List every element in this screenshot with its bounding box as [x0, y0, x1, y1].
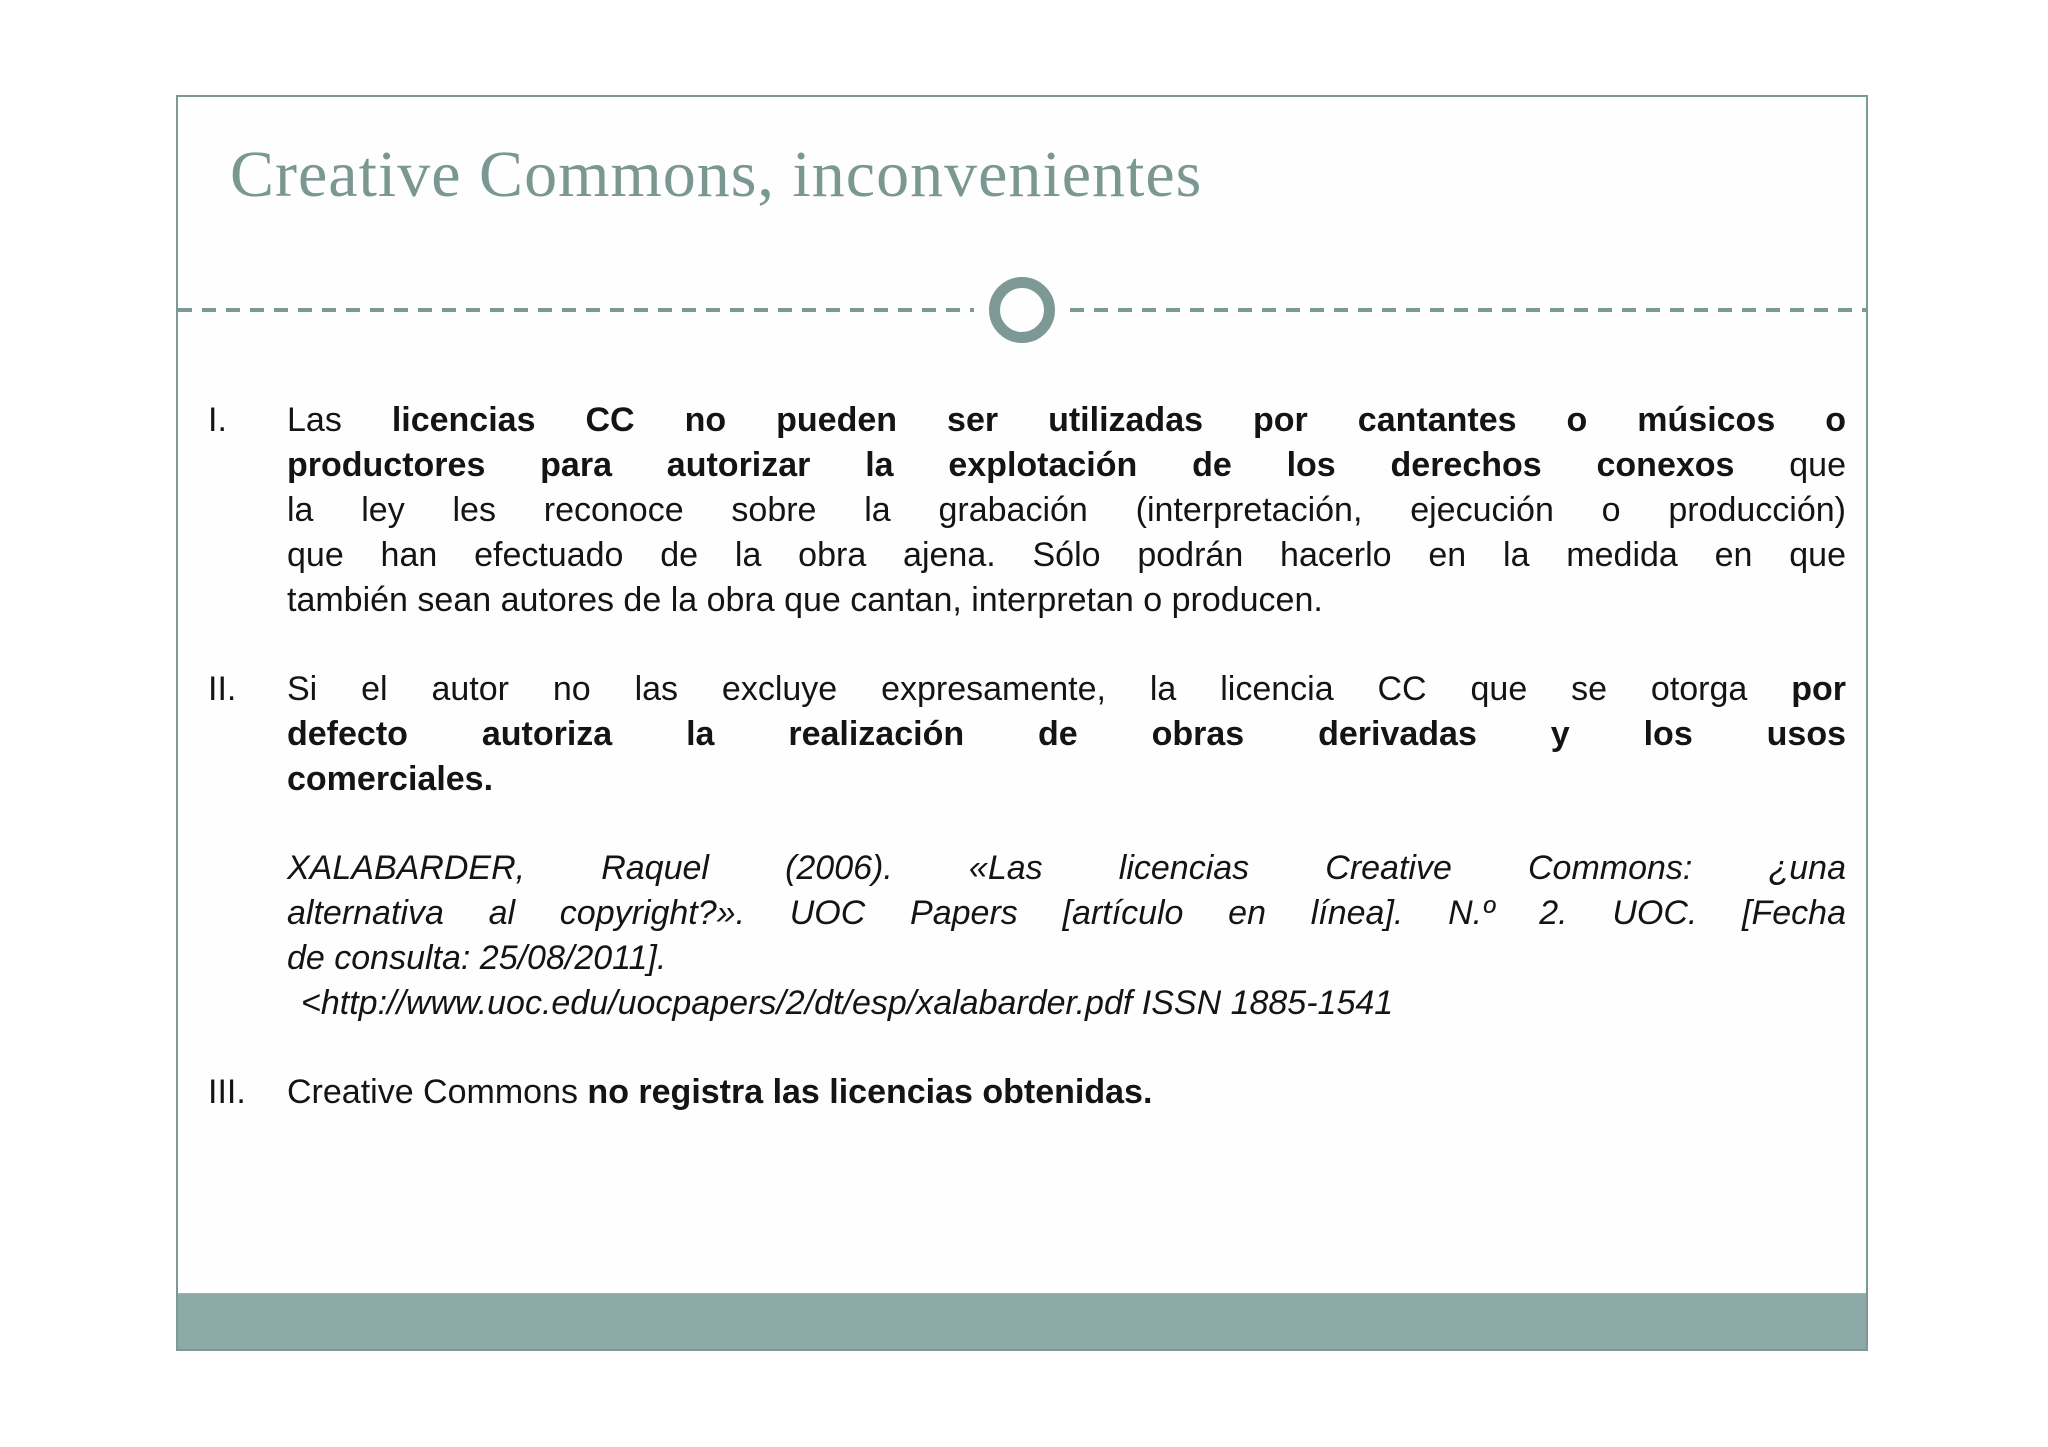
text-segment-bold: por	[1791, 670, 1846, 708]
slide-body	[208, 398, 1846, 1159]
text-line	[287, 398, 1846, 443]
slide-footer-bar	[178, 1293, 1866, 1349]
text-segment: Si el autor no las excluye expresamente, la licencia CC que se otorga	[287, 670, 1792, 708]
text-segment-bold: productores para autorizar la explotación de los derechos conexos	[287, 446, 1735, 484]
text-line	[287, 757, 1846, 802]
text-segment: la ley les reconoce sobre la grabación (interpretación, ejecución o producción)	[287, 491, 1846, 529]
divider-dashed-line-right	[1070, 308, 1866, 312]
text-segment: Creative Commons	[287, 1073, 588, 1111]
text-line	[287, 667, 1846, 712]
presentation-slide	[176, 95, 1868, 1351]
text-segment-bold: licencias CC no pueden ser utilizadas por cantantes o músicos o	[391, 401, 1847, 439]
text-segment-bold: defecto autoriza la realización de obras derivadas y los usos	[287, 715, 1846, 753]
text-segment: que	[1734, 446, 1846, 484]
title-divider	[178, 265, 1866, 355]
text-line	[287, 443, 1846, 488]
citation-line: de consulta: 25/08/2011].	[287, 939, 667, 977]
text-segment: que han efectuado de la obra ajena. Sólo podrán hacerlo en la medida en que	[287, 536, 1846, 574]
divider-circle-icon	[989, 277, 1055, 343]
text-segment-bold: no registra las licencias obtenidas.	[587, 1073, 1153, 1111]
list-item-1-text	[287, 398, 1846, 623]
text-line	[287, 712, 1846, 757]
text-segment: Las	[287, 401, 392, 439]
list-item-1-number: I.	[208, 401, 227, 439]
citation-paragraph	[287, 846, 1846, 1026]
list-item-2	[208, 667, 1846, 802]
citation-line: alternativa al copyright?». UOC Papers [artículo en línea]. N.º 2. UOC. [Fecha	[287, 894, 1846, 932]
divider-dashed-line-left	[178, 308, 974, 312]
text-segment-bold: comerciales.	[287, 760, 494, 798]
text-line	[287, 533, 1846, 578]
citation-url: <http://www.uoc.edu/uocpapers/2/dt/esp/xalabarder.pdf ISSN 1885-1541	[301, 984, 1394, 1022]
list-item-3-number: III.	[208, 1073, 246, 1111]
list-item-3-text	[287, 1070, 1846, 1115]
slide-title: Creative Commons, inconvenientes	[230, 138, 1203, 211]
list-item-2-number: II.	[208, 670, 237, 708]
text-line	[287, 578, 1846, 623]
list-item-3	[208, 1070, 1846, 1115]
text-line	[287, 488, 1846, 533]
text-line	[287, 1070, 1846, 1115]
citation-line: XALABARDER, Raquel (2006). «Las licencias Creative Commons: ¿una	[287, 849, 1846, 887]
list-item-1	[208, 398, 1846, 623]
text-segment: también sean autores de la obra que cantan, interpretan o producen.	[287, 581, 1323, 619]
list-item-2-text	[287, 667, 1846, 802]
